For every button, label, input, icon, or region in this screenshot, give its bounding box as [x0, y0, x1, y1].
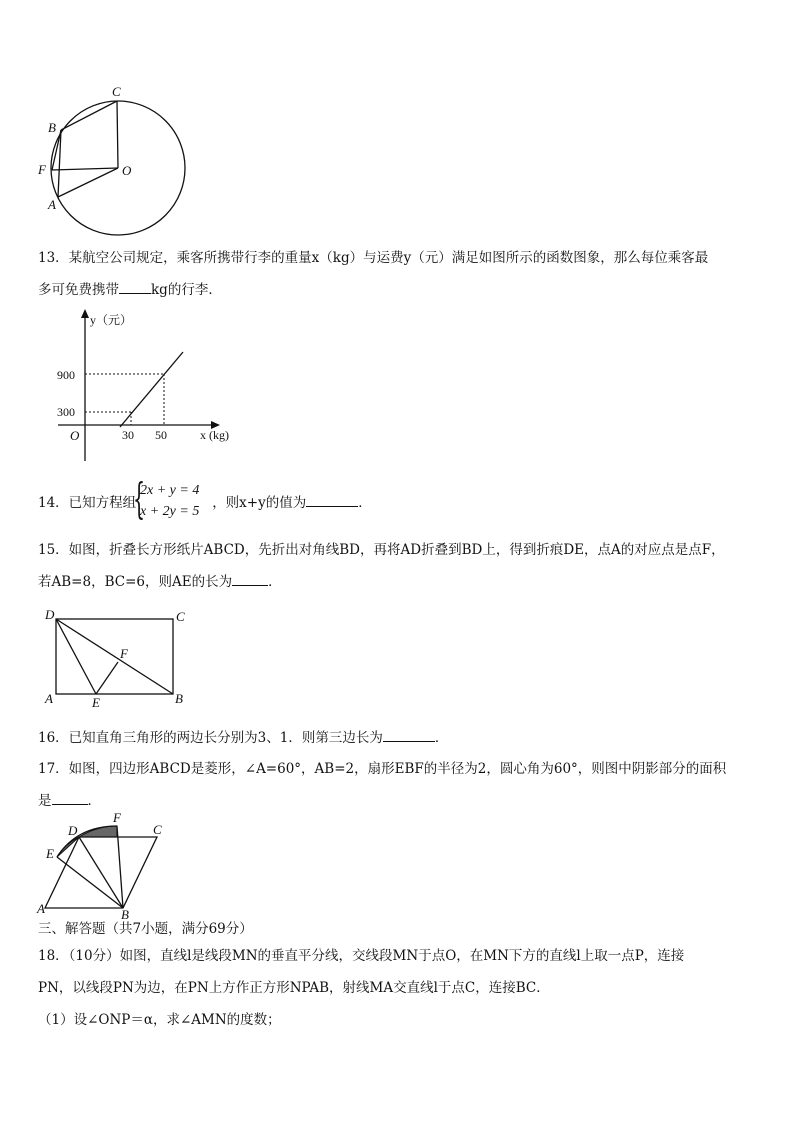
label-d: D	[45, 607, 55, 622]
label-d: D	[68, 823, 78, 838]
question-17	[38, 753, 758, 817]
y-tick-300: 300	[57, 405, 75, 419]
label-c: C	[176, 609, 185, 624]
y-tick-900: 900	[57, 368, 75, 382]
label-b: B	[121, 907, 129, 922]
equation-2: x + 2y = 5	[140, 504, 200, 519]
answer-blank-q17[interactable]	[52, 790, 88, 805]
q18-line1: 18．（10分）如图，直线l是线段MN的垂直平分线，交线段MN于点O，在MN下方的直线l上取一点P，连接	[38, 948, 685, 964]
segment-bc	[61, 101, 117, 130]
label-b: B	[175, 691, 183, 706]
origin-label: O	[70, 428, 80, 443]
figure-rhombus-q17	[35, 812, 175, 922]
y-axis-label: y（元）	[90, 313, 133, 327]
q13-line2	[38, 274, 758, 306]
label-f: F	[38, 162, 46, 177]
answer-blank-q14[interactable]	[306, 492, 358, 507]
label-b: B	[48, 120, 56, 135]
label-e: E	[92, 695, 100, 710]
y-axis-arrow	[81, 309, 89, 318]
section-heading: 三、解答题（共7小题，满分69分）	[38, 921, 253, 937]
q15-line2-a: 若AB=8，BC=6，则AE的长为	[38, 574, 233, 590]
equation-system	[140, 480, 199, 522]
segment-of	[52, 168, 118, 170]
equation-brace: {	[133, 474, 146, 523]
q13-line1: 13．某航空公司规定，乘客所携带行李的重量x（kg）与运费y（元）满足如图所示的函数图象，那么每位乘客最	[38, 250, 709, 266]
radius-bf	[117, 826, 123, 908]
x-axis-label: x (kg)	[200, 428, 229, 442]
label-f: F	[120, 646, 128, 661]
q14-text-a: 14．已知方程组	[38, 495, 137, 511]
question-18	[38, 940, 758, 1036]
figure-graph-q13	[50, 305, 240, 470]
segment-oa	[58, 168, 118, 197]
label-c: C	[112, 84, 121, 99]
label-c: C	[153, 822, 162, 837]
q16-text-b: ．	[434, 730, 449, 746]
label-e: E	[46, 846, 54, 861]
answer-blank-q16[interactable]	[383, 727, 435, 742]
label-o: O	[122, 163, 132, 178]
equation-1: 2x + y = 4	[140, 483, 200, 498]
q13-text-b: 多可免费携带	[38, 282, 119, 298]
q13-text-c: kg的行李．	[151, 282, 222, 298]
q15-line2	[38, 566, 758, 598]
shaded-region-left	[57, 837, 79, 857]
q14-text-b: ，则x+y的值为	[212, 495, 307, 511]
label-f: F	[113, 810, 121, 825]
q18-line3: （1）设∠ONP＝α，求∠AMN的度数；	[38, 1012, 281, 1028]
segment-ef	[96, 662, 118, 694]
q16-text-a: 16．已知直角三角形的两边长分别为3、1．则第三边长为	[38, 730, 383, 746]
q15-line1: 15．如图，折叠长方形纸片ABCD，先折出对角线BD，再将AD折叠到BD上，得到折痕DE，点A的对应点是点F，	[38, 542, 725, 558]
question-13	[38, 242, 758, 306]
answer-blank-q15[interactable]	[232, 571, 268, 586]
q14-text-c: ．	[358, 495, 372, 511]
question-16	[38, 722, 758, 754]
function-line	[120, 352, 183, 427]
x-tick-50: 50	[155, 428, 167, 442]
x-tick-30: 30	[122, 428, 134, 442]
q17-line1: 17．如图，四边形ABCD是菱形，∠A=60°，AB=2，扇形EBF的半径为2，圆心角为60°，则图中阴影部分的面积	[38, 761, 727, 777]
q18-line2: PN，以线段PN为边，在PN上方作正方形NPAB，射线MA交直线l于点C，连接BC．	[38, 980, 550, 996]
crease-de	[56, 619, 96, 694]
label-a: A	[48, 197, 56, 212]
label-a: A	[37, 901, 45, 916]
diagonal-bd	[79, 837, 123, 908]
q17-line2-a: 是	[38, 793, 52, 809]
radius-be	[57, 857, 123, 908]
segment-oc	[117, 101, 118, 168]
answer-blank-q13[interactable]	[119, 279, 151, 294]
label-a: A	[45, 691, 53, 706]
q15-line2-b: ．	[268, 574, 282, 590]
q17-line2-b: ．	[87, 793, 101, 809]
figure-circle-q12	[30, 80, 200, 220]
diagonal-bd	[56, 619, 173, 694]
question-15	[38, 534, 758, 598]
figure-rectangle-q15	[38, 605, 198, 710]
